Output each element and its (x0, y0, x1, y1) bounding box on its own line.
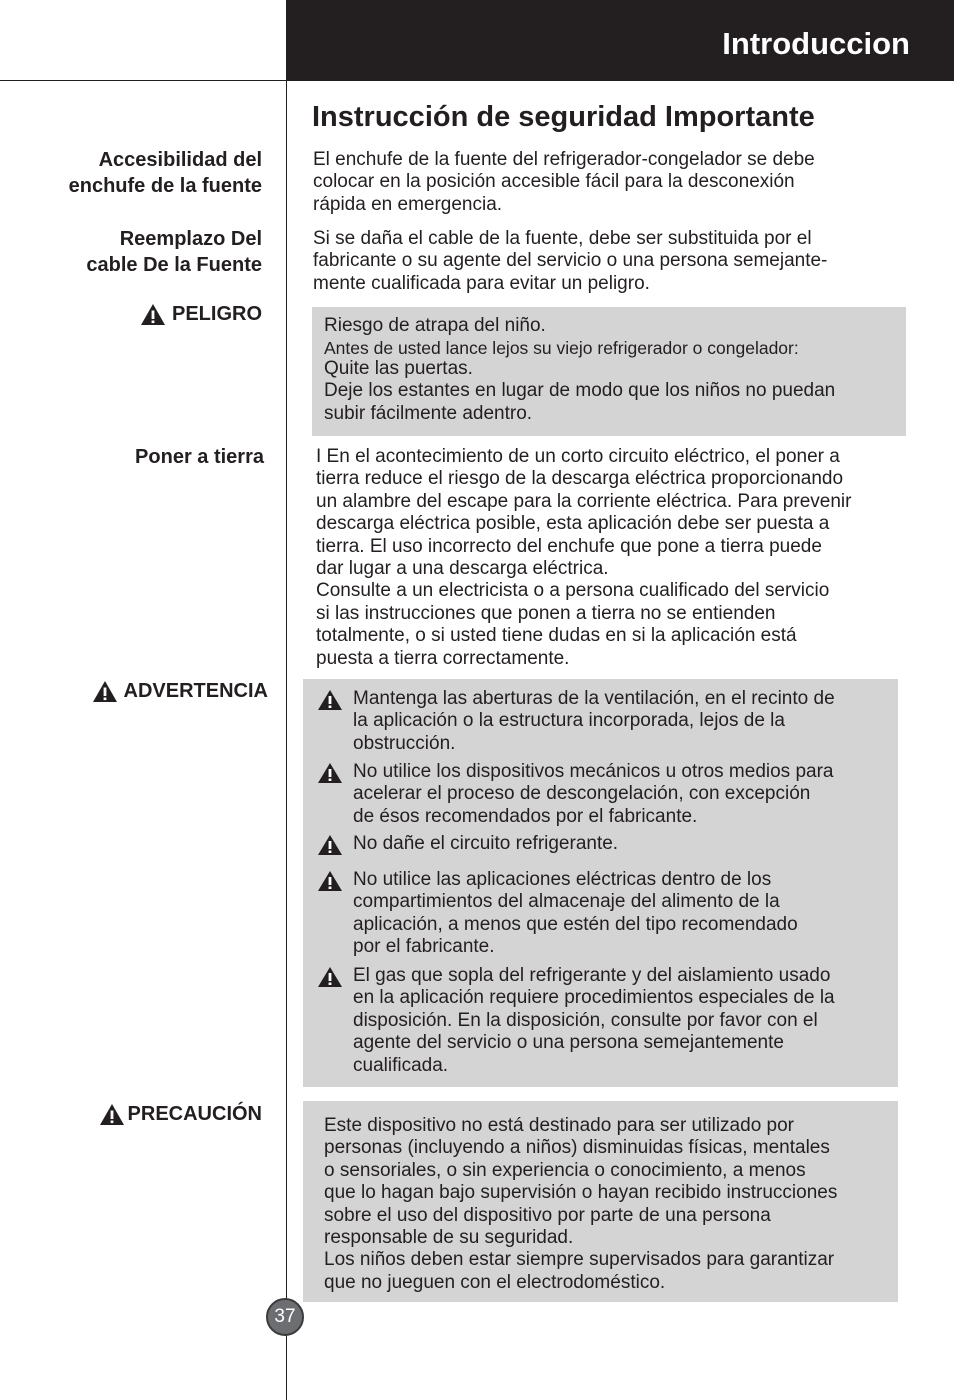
page-number-badge: 37 (266, 1298, 304, 1336)
paragraph-tierra: I En el acontecimiento de un corto circuito eléctrico, el poner a tierra reduce el riesgo de la descarga eléctrica proporcionando un alambre del escape para la corriente eléctrica. Para prevenir descarga eléctrica posible, esta aplicación debe ser puesta a tierra. El uso incorrecto del enchufe que pone a tierra puede dar lugar a una descarga eléctrica. Consulte a un electricista o a persona cualificado del servicio si las instrucciones que ponen a tierra no se entienden totalmente, o si usted tiene dudas en si la aplicación está puesta a tierra correctamente. (316, 446, 852, 669)
warning-triangle-icon (317, 966, 343, 988)
precaucion-text: Este dispositivo no está destinado para ser utilizado por personas (incluyendo a niños) disminuidas físicas, mentales o sensoriales, o sin experiencia o conocimiento, a menos que lo hagan bajo supervisión o hayan recibido instrucciones sobre el uso del dispositivo por parte de una persona responsable de su seguridad. Los niños deben estar siempre supervisados para garantizar que no jueguen con el electrodoméstico. (324, 1115, 838, 1293)
advertencia-box (303, 679, 898, 1087)
label-tierra: Poner a tierra (135, 446, 264, 468)
peligro-line-1: Riesgo de atrapa del niño. (324, 315, 546, 336)
warning-triangle-icon (317, 762, 343, 784)
paragraph-reemplazo: Si se daña el cable de la fuente, debe ser substituida por el fabricante o su agente del servicio o una persona semejante- mente cualificada para evitar un peligro. (313, 228, 828, 294)
warning-triangle-icon (99, 1103, 125, 1126)
label-precaucion (99, 1101, 262, 1127)
peligro-line-2: Antes de usted lance lejos su viejo refrigerador o congelador: (324, 338, 799, 358)
header-rule (0, 80, 286, 81)
advertencia-item-text: No utilice los dispositivos mecánicos u otros medios para acelerar el proceso de descongelación, con excepción de ésos recomendados por el fabricante. (353, 761, 834, 827)
advertencia-item-text: El gas que sopla del refrigerante y del aislamiento usado en la aplicación requiere procedimientos especiales de la disposición. En la disposición, consulte por favor con el agente del servicio o una persona semejantemente cualificada. (353, 965, 835, 1076)
label-advertencia (92, 678, 268, 704)
warning-triangle-icon (140, 303, 166, 326)
warning-triangle-icon (92, 680, 118, 703)
advertencia-item-text: Mantenga las aberturas de la ventilación, en el recinto de la aplicación o la estructura incorporada, lejos de la obstrucción. (353, 688, 835, 754)
header-title: Introduccion (722, 26, 910, 61)
advertencia-item-text: No dañe el circuito refrigerante. (353, 833, 619, 854)
label-precaucion-text: PRECAUCIÓN (127, 1103, 262, 1125)
paragraph-accesibilidad: El enchufe de la fuente del refrigerador-congelador se debe colocar en la posición accesible fácil para la desconexión rápida en emergencia. (313, 149, 815, 215)
peligro-box (312, 307, 906, 436)
label-advertencia-text: ADVERTENCIA (123, 680, 268, 702)
label-peligro (140, 301, 262, 327)
warning-triangle-icon (317, 689, 343, 711)
label-peligro-text: PELIGRO (171, 303, 262, 325)
page-title: Instrucción de seguridad Importante (312, 101, 815, 133)
warning-triangle-icon (317, 834, 343, 856)
label-reemplazo: Reemplazo Del cable De la Fuente (86, 228, 262, 276)
advertencia-item-text: No utilice las aplicaciones eléctricas dentro de los compartimientos del almacenaje del alimento de la aplicación, a menos que estén del tipo recomendado por el fabricante. (353, 869, 798, 958)
column-divider (286, 0, 287, 1400)
warning-triangle-icon (317, 870, 343, 892)
precaucion-box (303, 1101, 898, 1302)
header-bar (286, 0, 954, 81)
label-accesibilidad: Accesibilidad del enchufe de la fuente (68, 149, 262, 197)
peligro-line-3: Quite las puertas. Deje los estantes en lugar de modo que los niños no puedan subir fácilmente adentro. (324, 358, 836, 424)
